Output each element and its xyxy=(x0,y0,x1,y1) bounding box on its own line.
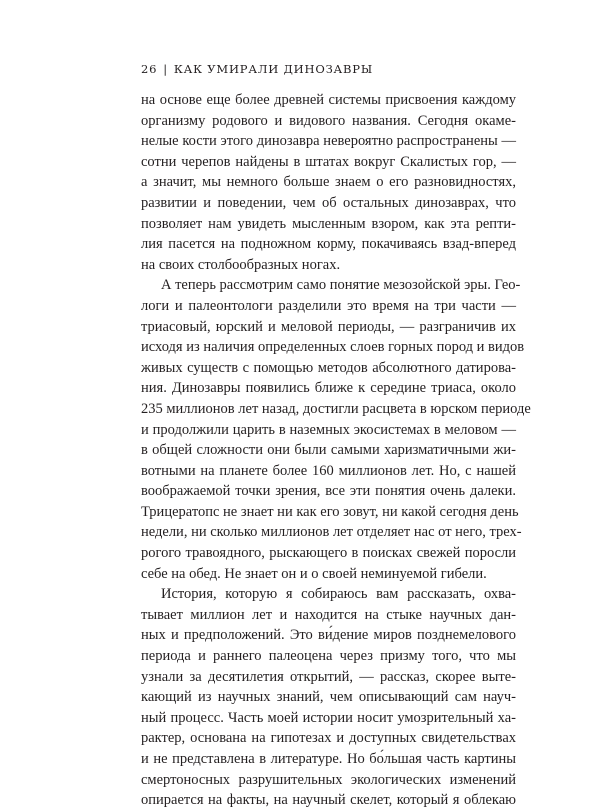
header-separator: | xyxy=(163,62,168,76)
paragraph xyxy=(141,584,516,811)
text-line: тывает миллион лет и находится на стыке научных дан- xyxy=(141,606,516,623)
text-line: позволяет нам увидеть мысленным взором, как эта репти- xyxy=(141,215,516,232)
running-head xyxy=(141,62,373,76)
text-line: кающий из научных знаний, чем описывающий сам науч- xyxy=(141,689,516,706)
text-line: организму родового и видового названия. Сегодня окаме- xyxy=(141,112,516,129)
text-line: рогого травоядного, рыскающего в поисках свежей поросли xyxy=(141,545,516,562)
text-line: узнали за десятилетия открытий, — рассказ, скорее выте- xyxy=(141,668,516,685)
text-line: на своих столбообразных ногах. xyxy=(141,256,341,273)
paragraph xyxy=(141,90,516,275)
text-line: смертоносных разрушительных экологических изменений xyxy=(141,771,516,788)
text-line: логи и палеонтологи разделили это время на три части — xyxy=(141,297,516,314)
text-line: себе на обед. Не знает он и о своей неминуемой гибели. xyxy=(141,565,487,582)
text-line: исходя из наличия определенных слоев горных пород и видов xyxy=(141,339,525,356)
text-line: ных и предположений. Это ви́дение миров позднемелового xyxy=(141,627,516,644)
text-line: нелые кости этого динозавра невероятно распространены — xyxy=(141,133,516,150)
text-line: ный процесс. Часть моей истории носит умозрительный ха- xyxy=(141,709,516,726)
text-line: на основе еще более древней системы присвоения каждому xyxy=(141,92,516,108)
text-line: 235 миллионов лет назад, достигли расцвета в юрском периоде xyxy=(141,400,531,417)
text-line: в общей сложности они были самыми харизматичными жи- xyxy=(141,442,516,459)
text-line: и не представлена в литературе. Но бо́льшая часть картины xyxy=(141,751,516,767)
book-title: КАК УМИРАЛИ ДИНОЗАВРЫ xyxy=(173,62,373,76)
text-line: опирается на факты, на научный скелет, который я облекаю xyxy=(141,792,516,809)
body-text xyxy=(141,90,531,811)
text-line: вотными на планете более 160 миллионов лет. Но, с нашей xyxy=(141,462,516,479)
text-line: недели, ни сколько миллионов лет отделяет нас от него, трех- xyxy=(141,524,522,541)
text-line: История, которую я собираюсь вам рассказать, охва- xyxy=(161,586,516,603)
text-line: живых существ с помощью методов абсолютного датирова- xyxy=(141,359,516,376)
text-line: периода и раннего палеоцена через призму того, что мы xyxy=(141,648,516,665)
paragraph xyxy=(141,275,531,584)
text-line: А теперь рассмотрим само понятие мезозойской эры. Гео- xyxy=(161,277,521,294)
text-line: сотни черепов найдены в штатах вокруг Скалистых гор, — xyxy=(141,153,516,170)
text-line: Трицератопс не знает ни как его зовут, ни какой сегодня день xyxy=(141,503,519,520)
text-line: и продолжили царить в наземных экосистемах в меловом — xyxy=(141,421,516,438)
text-line: лия пасется на подножном корму, покачиваясь взад-вперед xyxy=(141,236,516,253)
text-line: а значит, мы немного больше знаем о его разновидностях, xyxy=(141,174,516,191)
text-line: развитии и поведении, чем об остальных динозаврах, что xyxy=(141,194,516,211)
text-line: ния. Динозавры появились ближе к середине триаса, около xyxy=(141,380,516,397)
text-line: триасовый, юрский и меловой периоды, — разграничив их xyxy=(141,318,516,335)
page-number: 26 xyxy=(141,62,158,76)
text-line: воображаемой точки зрения, все эти понятия очень далеки. xyxy=(141,483,516,500)
text-line: рактер, основана на гипотезах и доступных свидетельствах xyxy=(141,730,516,747)
